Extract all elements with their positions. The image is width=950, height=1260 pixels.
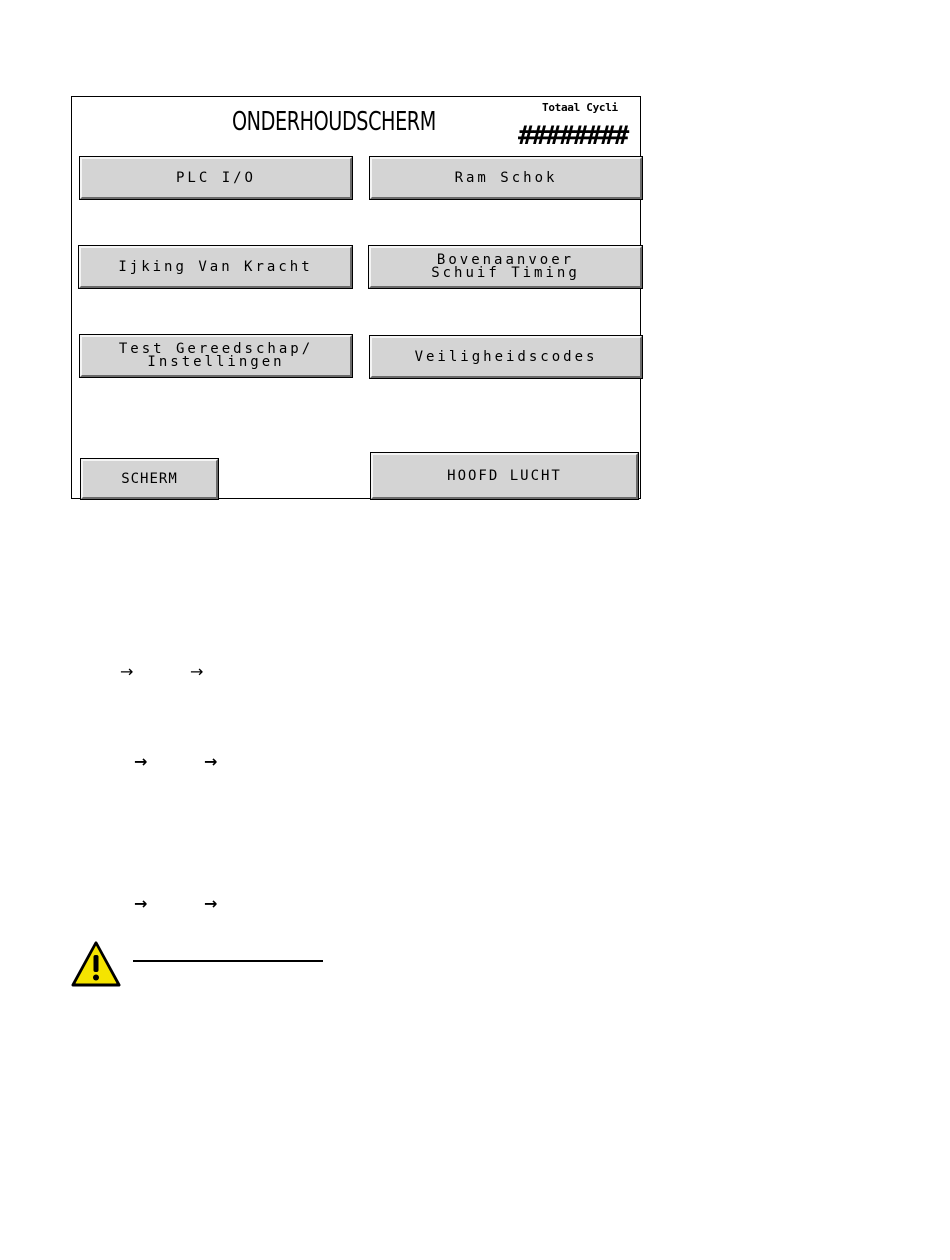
warning-triangle-icon (70, 940, 122, 988)
hoofd-lucht-button[interactable]: HOOFD LUCHT (371, 453, 638, 499)
total-cycles-label: Totaal Cycli (542, 101, 618, 114)
arrow-right-icon: → (204, 752, 218, 771)
arrow-right-icon: → (204, 894, 218, 913)
ijking-van-kracht-button[interactable]: Ijking Van Kracht (79, 246, 352, 288)
veiligheidscodes-button[interactable]: Veiligheidscodes (370, 336, 642, 378)
screen-title: ONDERHOUDSCHERM (232, 107, 436, 137)
arrow-right-icon: → (120, 662, 134, 681)
warning-heading-underline (133, 960, 323, 962)
bovenaanvoer-schuif-timing-button[interactable]: Bovenaanvoer Schuif Timing (369, 246, 642, 288)
test-gereedschap-button[interactable]: Test Gereedschap/ Instellingen (80, 335, 352, 377)
total-cycles-value: ######## (518, 121, 628, 151)
maintenance-screen (71, 96, 641, 499)
arrow-right-icon: → (134, 894, 148, 913)
plc-io-button[interactable]: PLC I/O (80, 157, 352, 199)
arrow-right-icon: → (134, 752, 148, 771)
ram-schok-button[interactable]: Ram Schok (370, 157, 642, 199)
scherm-button[interactable]: SCHERM (81, 459, 218, 499)
arrow-right-icon: → (190, 662, 204, 681)
